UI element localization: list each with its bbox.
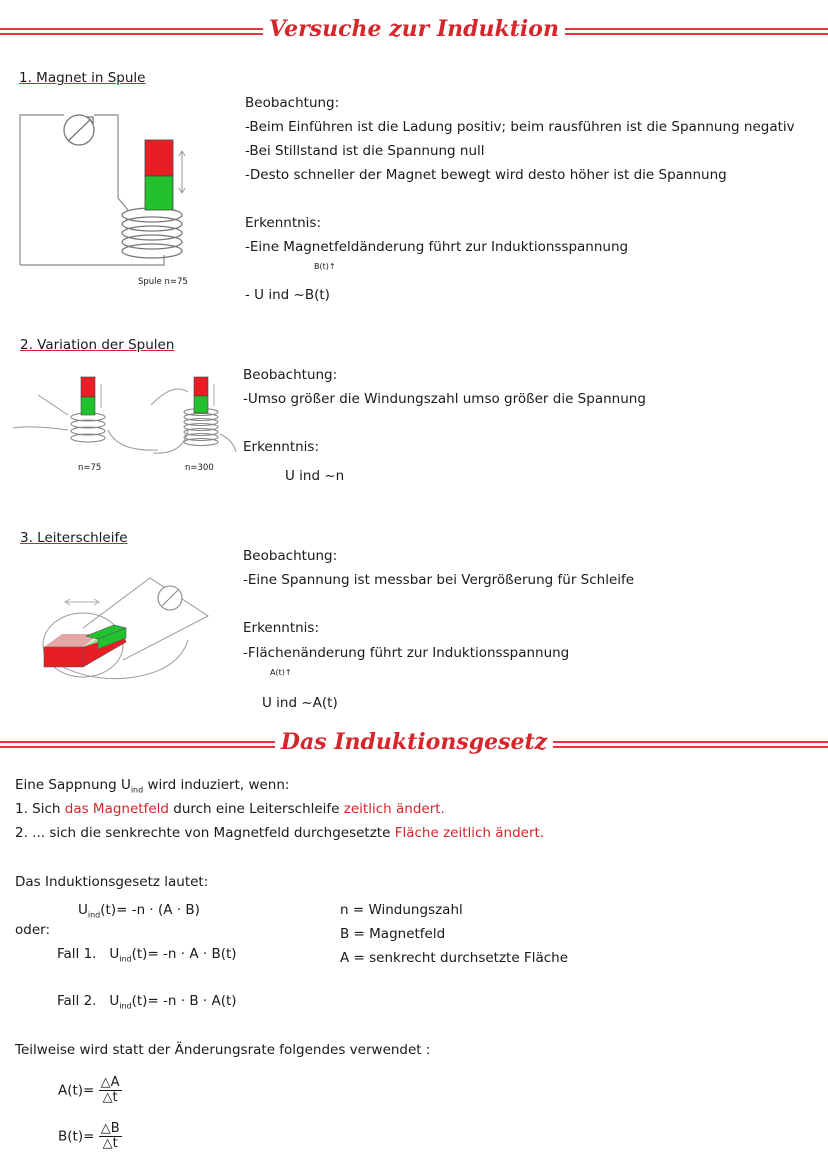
s1-insight-line: -Eine Magnetfeldänderung führt zur Induktionsspannung <box>245 239 629 255</box>
s1-insight-title: Erkenntnis: <box>245 215 322 231</box>
s3-insight-title: Erkenntnis: <box>243 620 320 636</box>
conductor-loop-diagram <box>28 570 218 685</box>
coil-label-left: n=75 <box>78 463 102 473</box>
law-main-formula: $U_{ind}(t)= -n \cdot (A \cdot B)$ <box>78 902 200 920</box>
title-banner <box>0 16 828 42</box>
law-fall-2: Fall 2. $U_{ind}(t)= -n \cdot B \cdot A(t)$ <box>57 993 237 1011</box>
magnet-north-pole <box>145 140 173 176</box>
coil-icon <box>184 409 218 446</box>
legend-area: A = senkrecht durchsetzte Fläche <box>340 950 569 966</box>
law-fall-1: Fall 1. $U_{ind}(t)= -n \cdot A \cdot B(t)$ <box>57 946 237 964</box>
legend-magnetic-field: B = Magnetfeld <box>340 926 446 942</box>
law-condition-2: 2. ... sich die senkrechte von Magnetfeld durchgesetzte Fläche zeitlich ändert. <box>15 825 545 841</box>
magnet-coil-diagram <box>14 100 214 300</box>
law-oder: oder: <box>15 922 50 938</box>
law-title: Das Induktionsgesetz <box>275 729 553 755</box>
s3-formula: U ind ~A(t) <box>262 695 338 711</box>
s1-observation-line-1: -Beim Einführen ist die Ladung positiv; beim rausführen ist die Spannung negativ <box>245 119 795 135</box>
magnet-north-pole <box>81 377 95 397</box>
coil-icon <box>71 413 105 442</box>
s3-observation-line: -Eine Spannung ist messbar bei Vergrößerung für Schleife <box>243 572 635 588</box>
page-title: Versuche zur Induktion <box>263 16 565 42</box>
law-statement: Das Induktionsgesetz lautet: <box>15 874 209 890</box>
s1-observation-line-3: -Desto schneller der Magnet bewegt wird desto höher ist die Spannung <box>245 167 727 183</box>
magnet-south-pole <box>81 397 95 415</box>
s2-observation-title: Beobachtung: <box>243 367 338 383</box>
law-condition-1: 1. Sich das Magnetfeld durch eine Leiterschleife zeitlich ändert. <box>15 801 445 817</box>
magnet-north-pole <box>194 377 208 396</box>
s1-observation-title: Beobachtung: <box>245 95 340 111</box>
coil-variation-diagram <box>8 370 238 465</box>
section1-heading: 1. Magnet in Spule <box>19 70 146 86</box>
s3-insight-note: A(t)↑ <box>270 668 292 677</box>
s2-formula: U ind ~n <box>285 468 345 484</box>
section3-heading: 3. Leiterschleife <box>20 530 128 546</box>
magnet-south-pole <box>194 396 208 413</box>
movement-arrow-icon <box>65 599 99 605</box>
magnet-north-pole <box>44 647 83 667</box>
s1-observation-line-2: -Bei Stillstand ist die Spannung null <box>245 143 485 159</box>
s1-insight-note: B(t)↑ <box>314 262 336 271</box>
magnet-south-pole <box>145 176 173 210</box>
s2-insight-title: Erkenntnis: <box>243 439 320 455</box>
law-banner <box>0 729 828 755</box>
legend-windings: n = Windungszahl <box>340 902 463 918</box>
coil-icon <box>122 208 182 258</box>
coil-label-right: n=300 <box>185 463 214 473</box>
s3-insight-line: -Flächenänderung führt zur Induktionsspannung <box>243 645 570 661</box>
coil-label: Spule n=75 <box>138 277 188 287</box>
s1-formula: - U ind ~B(t) <box>245 287 330 303</box>
s2-observation-line: -Umso größer die Windungszahl umso größer die Spannung <box>243 391 646 407</box>
rate-formula-b: B(t)= $\frac{\triangle B}{\triangle t}$ <box>58 1121 120 1151</box>
movement-arrow-icon <box>179 151 185 193</box>
law-partial-note: Teilweise wird statt der Änderungsrate folgendes verwendet : <box>15 1042 431 1058</box>
law-intro: Eine Sappnung $U_{ind}$ wird induziert, wenn: <box>15 777 290 795</box>
section2-heading: 2. Variation der Spulen <box>20 337 175 353</box>
rate-formula-a: A(t)= $\frac{\triangle A}{\triangle t}$ <box>58 1075 120 1105</box>
s3-observation-title: Beobachtung: <box>243 548 338 564</box>
